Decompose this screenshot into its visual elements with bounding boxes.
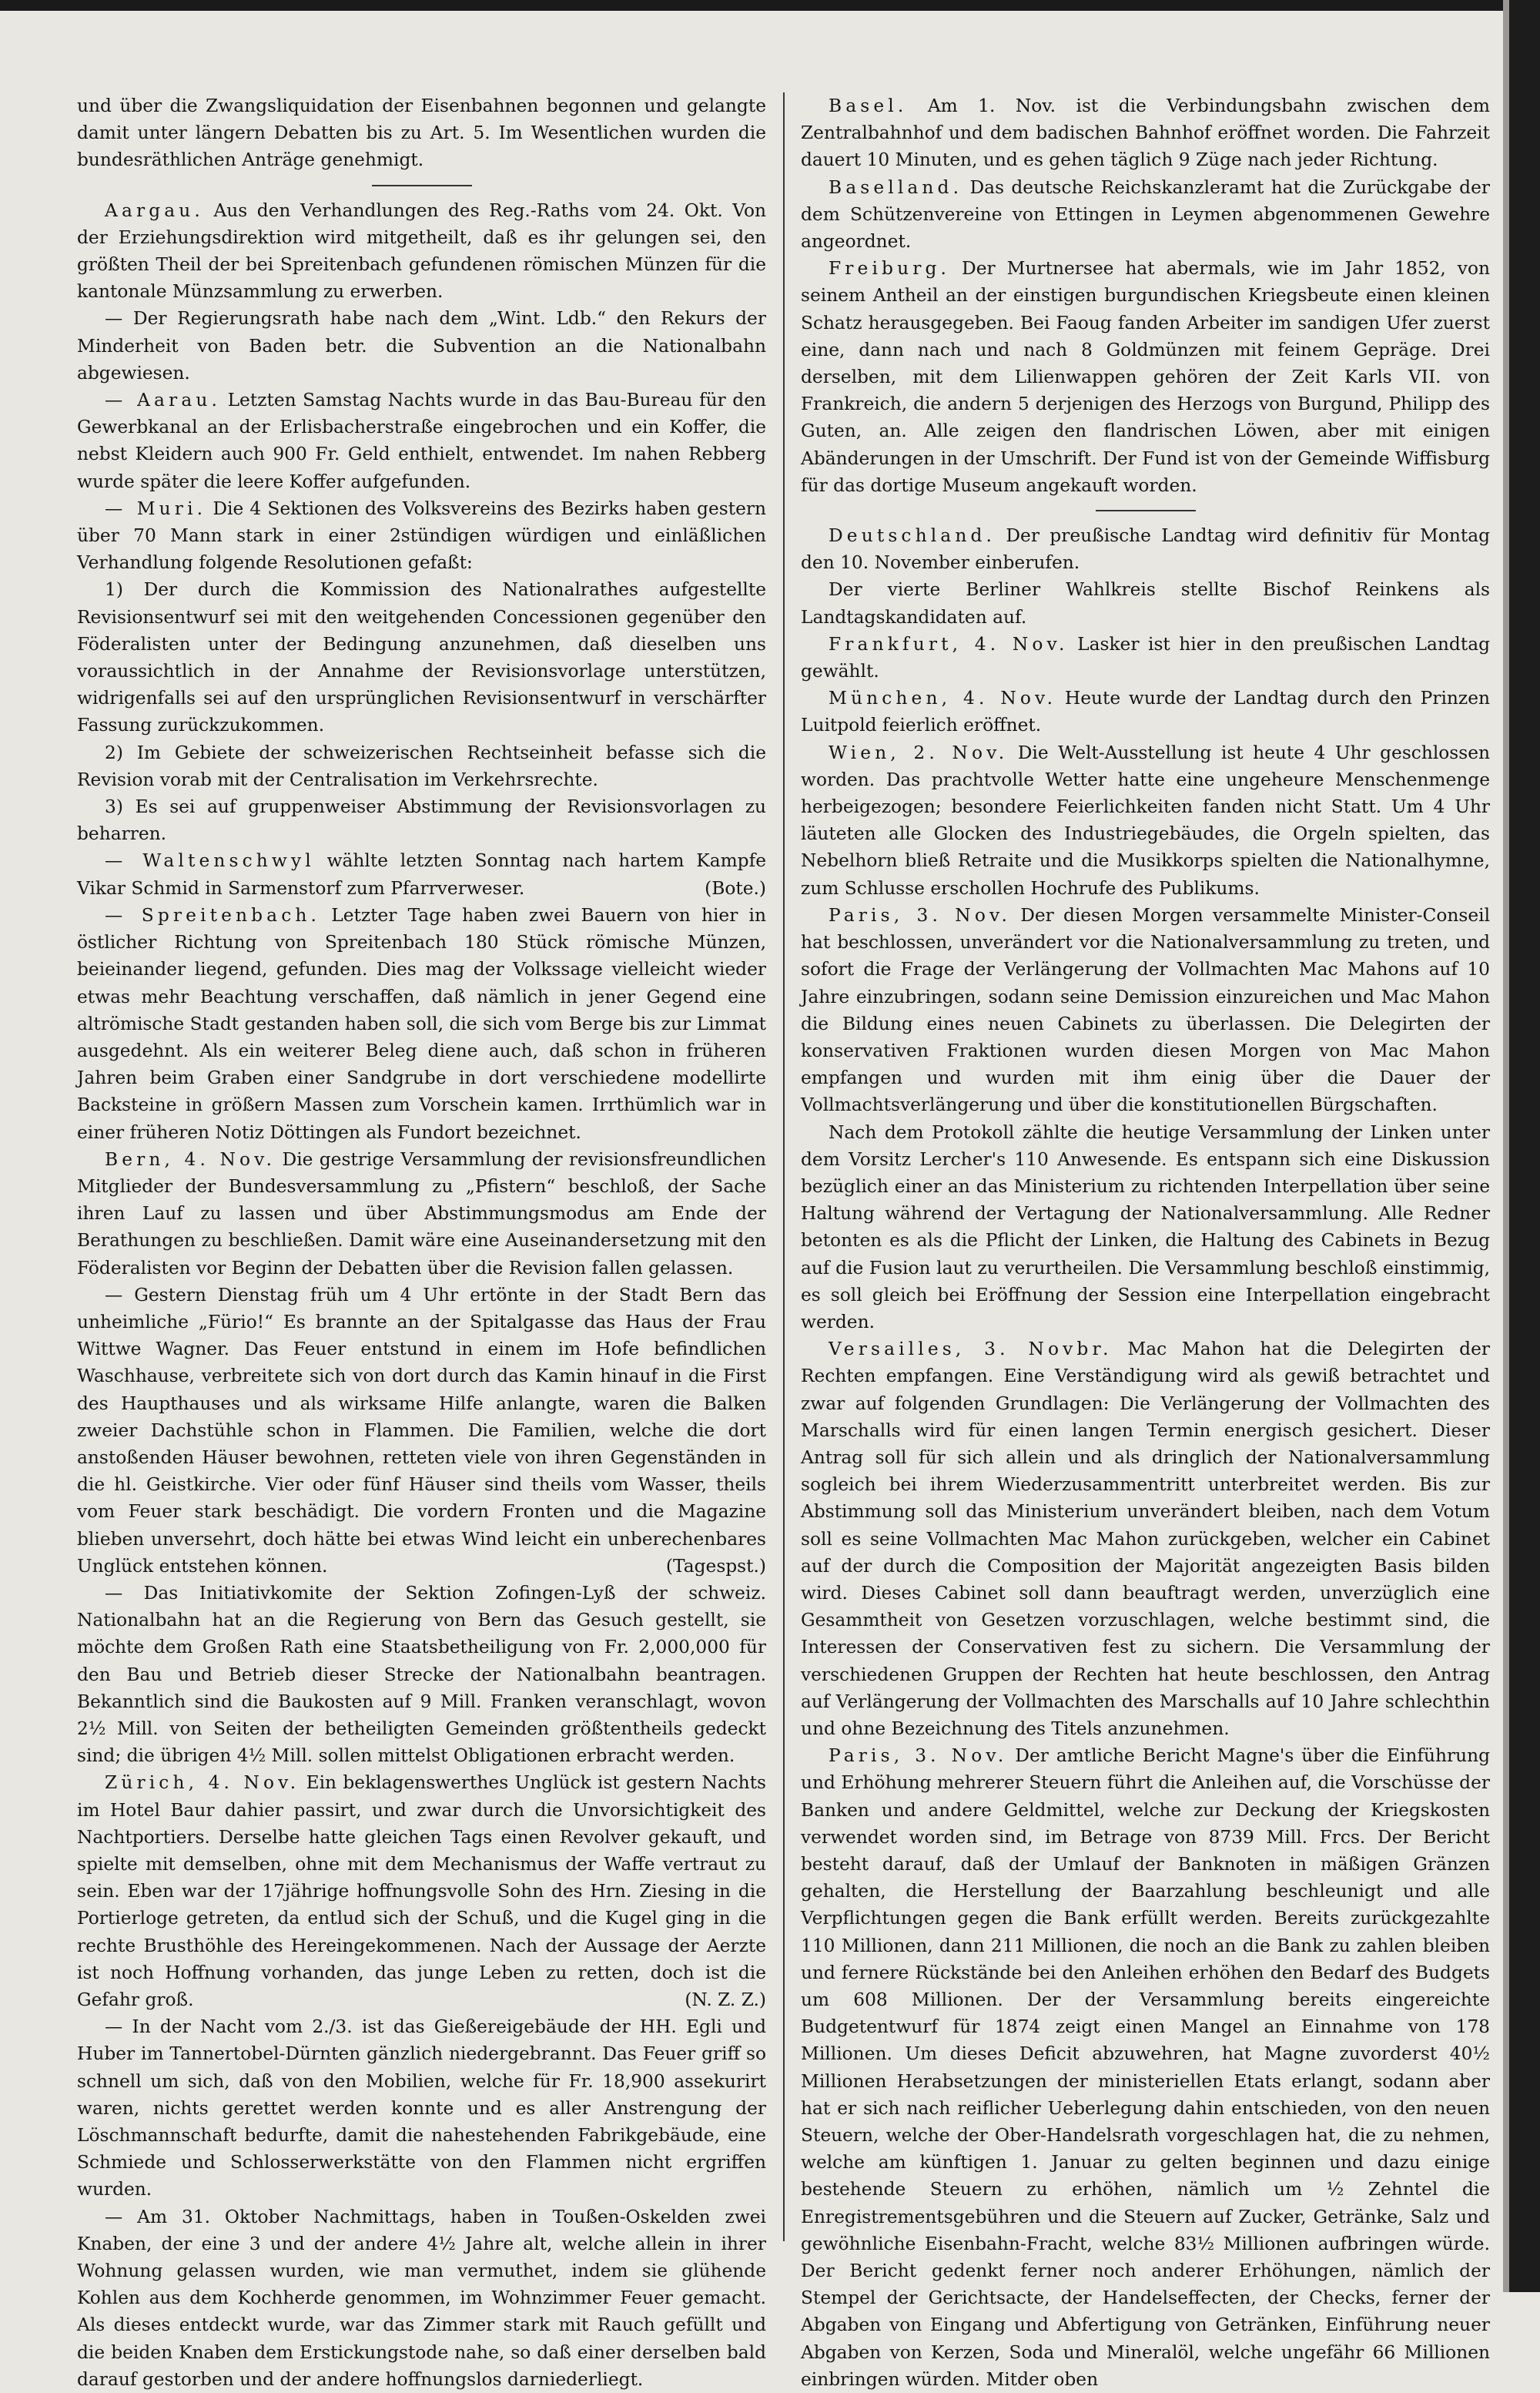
dateline: Wien, 2. Nov. (829, 742, 1009, 763)
dateline: Basel. (829, 96, 908, 116)
article-bern-fire (77, 1282, 766, 1580)
article-freiburg (801, 255, 1490, 499)
article-waltenschwyl (77, 847, 766, 901)
article-text: Der diesen Morgen versammelte Minister-Conseil hat beschlossen, unverändert vor die Nationalversammlung zu treten, und sofort die Frage der Verlängerung der Vollmachten Mac Mahons auf 10 Jahre einzubringen, sodann seine Demission einzureichen und Mac Mahon die Bildung eines neuen Cabinets zu überlassen. Die Delegirten der konservativen Fraktionen wurden diesen Morgen von Mac Mahon empfangen und wurden mit ihm einig über die Dauer der Vollmachtsverlängerung und über die konstitutionellen Bürgschaften. (801, 904, 1491, 1116)
article-text: — In der Nacht vom 2./3. ist das Gießereigebäude der HH. Egli und Huber im Tannertobel-Dürnten gänzlich niedergebrannt. Das Feuer griff so schnell um sich, daß von den Mobilien, welche für Fr. 18,900 assekurirt waren, nichts gerettet werden konnte und es aller Anstrengung der Löschmannschaft bedurfte, damit die nahestehenden Fabrikgebäude, eine Schmiede und Schlosserwerkstätte von den Flammen nicht ergriffen wurden. (77, 2016, 766, 2200)
dateline: — Spreitenbach. (105, 904, 321, 926)
source-credit: (Bote.) (705, 877, 766, 899)
dateline: München, 4. Nov. (829, 688, 1057, 709)
dateline: Bern, 4. Nov. (105, 1148, 276, 1170)
dateline: Versailles, 3. Novbr. (829, 1339, 1113, 1360)
scan-edge-right (1509, 0, 1540, 2292)
dateline: Paris, 3. Nov. (829, 1745, 1008, 1767)
source-credit: (Tagespst.) (665, 1555, 766, 1577)
article-paris-linke (801, 1119, 1490, 1336)
article-text: Ein beklagenswerthes Unglück ist gestern Nachts im Hotel Baur dahier passirt, und zwar durch die Unvorsichtigkeit des Nachtportiers. Derselbe hatte gleichen Tags einen Revolver gekauft, und spielte mit demselben, ohne mit dem Mechanismus der Waffe vertraut zu sein. Eben war der 17jährige hoffnungsvolle Sohn des Hrn. Ziesing in die Portierloge getreten, da entlud sich der Schuß, und die Kugel ging in die rechte Brusthöhle des Hereingekommenen. Nach der Aussage der Aerzte ist noch Hoffnung vorhanden, das junge Leben zu retten, doch ist die Gefahr groß. (77, 1772, 767, 2011)
dateline: Zürich, 4. Nov. (105, 1772, 300, 1794)
article-text: und über die Zwangsliquidation der Eisenbahnen begonnen und gelangte damit unter längern Debatten bis zu Art. 5. Im Wesentlichen wurden die bundesräthlichen Anträge genehmigt. (77, 96, 766, 171)
article-aarau (77, 387, 766, 495)
article-baselland (801, 174, 1490, 256)
article-text: 3) Es sei auf gruppenweiser Abstimmung der Revisionsvorlagen zu beharren. (77, 796, 766, 845)
right-column (801, 92, 1491, 2390)
article-text: Der preußische Landtag wird definitiv für Montag den 10. November einberufen. (801, 525, 1491, 574)
dateline: Freiburg. (829, 258, 951, 280)
article-text: Mac Mahon hat die Delegirten der Rechten empfangen. Eine Verständigung wird als gewiß betrachtet und zwar auf folgenden Grundlagen: Die Verlängerung der Vollmachten des Marschalls wird für einen langen Termin energisch gesichert. Dieser Antrag soll für sich allein und als dringlich der Nationalversammlung sogleich bei ihrem Wiederzusammentritt unterbreitet werden. Bis zur Abstimmung soll das Ministerium unverändert bleiben, nach dem Votum soll es seine Vollmachten Mac Mahon zurückgeben, welcher ein Cabinet auf der durch die Composition der Majorität angezeigten Basis bilden wird. Dieses Cabinet soll dann beauftragt werden, unverzüglich eine Gesammtheit von Gesetzen vorzuschlagen, welche bestimmt sind, die Interessen der Conservativen fest zu sichern. Die Versammlung der verschiedenen Gruppen der Rechten hat heute beschlossen, den Antrag auf Verlängerung der Vollmachten des Marschalls auf 10 Jahre schlechthin und ohne Bezeichnung des Titels anzunehmen. (801, 1339, 1491, 1739)
dateline: Baselland. (829, 176, 963, 198)
scan-edge-top (0, 0, 1540, 11)
article-text: Aus den Verhandlungen des Reg.-Raths vom 24. Okt. Von der Erziehungsdirektion wird mitgetheilt, daß es ihr gelungen sei, den größten Theil der bei Spreitenbach gefundenen römischen Münzen für die kantonale Münzsammlung zu erwerben. (77, 199, 766, 303)
dateline: — Muri. (105, 498, 207, 519)
article-text: — Gestern Dienstag früh um 4 Uhr ertönte in der Stadt Bern das unheimliche „Fürio!“ Es brannte an der Spitalgasse das Haus der Frau Wittwe Wagner. Das Feuer entstund in einem im Hofe befindlichen Waschhause, verbreitete sich von dort durch das Kamin hinauf in die First des Haupthauses und als wirksame Hilfe anlangte, waren die Balken zweier Dachstühle schon in Flammen. Die Familien, welche die dort anstoßenden Häuser bewohnen, retteten viele von ihren Gegenständen in die hl. Geistkirche. Vier oder fünf Häuser sind theils vom Wasser, theils vom Feuer stark beschädigt. Die vordern Fronten und die Magazine blieben unversehrt, doch hätte bei etwas Wind leicht ein unberechenbares Unglück entstehen können. (77, 1284, 766, 1577)
article-text: Die Welt-Ausstellung ist heute 4 Uhr geschlossen worden. Das prachtvolle Wetter hatte eine ungeheure Menschenmenge herbeigezogen; besondere Feierlichkeiten fanden nicht Statt. Um 4 Uhr läuteten alle Glocken des Industriegebäudes, die Orgeln spielten, das Nebelhorn bließ Retraite und die Musikkorps spielten die Nationalhymne, zum Schlusse erschollen Hochrufe des Publikums. (801, 742, 1491, 899)
source-credit: (N. Z. Z.) (685, 1989, 766, 2011)
article-nationalbahn (77, 1580, 766, 1769)
article-frankfurt (801, 631, 1490, 685)
resolution-3 (77, 793, 766, 847)
article-rekurs (77, 305, 766, 387)
article-versailles (801, 1336, 1490, 1742)
resolution-1 (77, 576, 766, 739)
article-text: Lasker ist hier in den preußischen Landtag gewählt. (801, 633, 1490, 682)
separator-rule (372, 185, 472, 186)
article-text: Der amtliche Bericht Magne's über die Einführung und Erhöhung mehrerer Steuern führt die Anleihen auf, die Vorschüsse der Banken und andere Geldmittel, welche zur Deckung der Kriegskosten verwendet worden sind, im Betrage von 8739 Mill. Frcs. Der Bericht besteht darauf, daß der Umlauf der Banknoten in mäßigen Gränzen gehalten, die Herstellung der Baarzahlung beschleunigt und alle Verpflichtungen gegen die Bank erfüllt werden. Bereits zurückgezahlte 110 Millionen, dann 211 Millionen, die noch an die Bank zu zahlen bleiben und fernere Rückstände bei den Anleihen erhöhen den Bedarf des Budgets um 608 Millionen. Der der Versammlung bereits eingereichte Budgetentwurf für 1874 zeigt einen Mangel an Einnahme von 178 Millionen. Um dieses Deficit abzuwehren, hat Magne zuvorderst 40½ Millionen Herabsetzungen der ministeriellen Etats erlangt, sodann aber hat er sich nach reiflicher Ueberlegung dahin entschieden, von den neuen Steuern, welche der Ober-Handelsrath vorgeschlagen hat, die zu nehmen, welche am künftigen 1. Januar zu gelten beginnen und dazu einige bestehende Steuern zu erhöhen, nämlich um ½ Zehntel die Enregistrementsgebühren und die Steuern auf Zucker, Getränke, Salz und gewöhnliche Eisenbahn-Fracht, welche 83½ Millionen aufbringen würde. Der Bericht gedenkt ferner noch anderer Erhöhungen, nämlich der Stempel der Gerichtsacte, der Handelseffecten, der Checks, ferner der Abgaben von Eingang und Abfertigung von Getränken, Einführung neuer Abgaben von Kerzen, Soda und Mineralöl, welche ungefähr 66 Millionen einbringen würden. Mitder oben (801, 1745, 1491, 2390)
article-duernten-fire (77, 2013, 766, 2203)
dateline: Frankfurt, 4. Nov. (829, 633, 1069, 655)
article-berlin (801, 576, 1490, 630)
resolution-2 (77, 739, 766, 793)
article-text: — Das Initiativkomite der Sektion Zofingen-Lyß der schweiz. Nationalbahn hat an die Regierung von Bern das Gesuch gestellt, sie möchte dem Großen Rath eine Staatsbetheiligung von Fr. 2,000,000 für den Bau und Betrieb dieser Strecke der Nationalbahn beantragen. Bekanntlich sind die Baukosten auf 9 Mill. Franken veranschlagt, wovon 2½ Mill. von Seiten der betheiligten Gemeinden größtentheils gedeckt sind; die übrigen 4½ Mill. sollen mittelst Obligationen erbracht werden. (77, 1582, 766, 1767)
article-aargau (77, 197, 766, 306)
dateline: Paris, 3. Nov. (829, 904, 1012, 926)
dateline: — Waltenschwyl (105, 850, 315, 872)
scan-edge-right-shadow (1503, 0, 1509, 2292)
article-text: Letzter Tage haben zwei Bauern von hier in östlicher Richtung von Spreitenbach 180 Stück römische Münzen, beieinander liegend, gefunden. Dies mag der Volkssage vielleicht wieder etwas mehr Beachtung verschaffen, daß nämlich in jener Gegend eine altrömische Stadt gestanden haben soll, die sich vom Berge bis zur Limmat ausgedehnt. Als ein weiterer Beleg diene auch, daß schon in früheren Jahren beim Graben einer Sandgrube in dort verschiedene modellirte Backsteine in größern Massen zum Vorschein kamen. Irrthümlich war in einer früheren Notiz Döttingen als Fundort bezeichnet. (77, 904, 766, 1143)
article-text: Heute wurde der Landtag durch den Prinzen Luitpold feierlich eröffnet. (801, 688, 1490, 736)
article-paris-budget (801, 1742, 1490, 2393)
article-deutschland (801, 522, 1490, 576)
article-toussen (77, 2204, 766, 2393)
article-text: Das deutsche Reichskanzleramt hat die Zurückgabe der dem Schützenvereine von Ettingen in Leymen abgenommenen Gewehre angeordnet. (801, 176, 1490, 253)
article-text: — Am 31. Oktober Nachmittags, haben in Toußen-Oskelden zwei Knaben, der eine 3 und der andere 4½ Jahre alt, welche allein in ihrer Wohnung gelassen wurden, wie man vermuthet, indem sie glühende Kohlen aus dem Kochherde genommen, im Wohnzimmer Feuer gemacht. Als dieses entdeckt wurde, war das Zimmer stark mit Rauch gefüllt und die beiden Knaben dem Erstickungstode nahe, so daß einer derselben bald darauf gestorben und der andere hoffnungslos darniederliegt. (77, 2206, 766, 2390)
left-column (77, 92, 767, 2390)
article-text: 1) Der durch die Kommission des Nationalrathes aufgestellte Revisionsentwurf sei mit den weitgehenden Concessionen gegenüber den Föderalisten unter der Bedingung anzunehmen, daß dieselben uns voraussichtlich in der Annahme der Revisionsvorlage unterstützen, widrigenfalls sei auf den ursprünglichen Revisionsentwurf in verschärfter Fassung zurückzukommen. (77, 579, 766, 736)
article-text: — Der Regierungsrath habe nach dem „Wint. Ldb.“ den Rekurs der Minderheit von Baden betr. die Subvention an die Nationalbahn abgewiesen. (77, 308, 766, 384)
article-wien (801, 739, 1490, 902)
separator-rule (1096, 510, 1196, 511)
article-text: Die 4 Sektionen des Volksvereins des Bezirks haben gestern über 70 Mann stark in einer 2stündigen würdigen und einläßlichen Verhandlung folgende Resolutionen gefaßt: (77, 498, 766, 574)
article-muenchen (801, 685, 1490, 739)
article-text: Der Murtnersee hat abermals, wie im Jahr 1852, von seinem Antheil an der einstigen burgundischen Kriegsbeute einen kleinen Schatz herausgegeben. Bei Faoug fanden Arbeiter im sandigen Ufer zuerst eine, dann nach und nach 8 Goldmünzen mit feinem Gepräge. Drei derselben, mit dem Lilienwappen gehören der Zeit Karls VII. von Frankreich, die andern 5 derjenigen des Herzogs von Burgund, Philipp des Guten, an. Alle zeigen den flandrischen Löwen, aber mit einigen Abänderungen in der Umschrift. Der Fund ist von der Gemeinde Wiffisburg für das dortige Museum angekauft worden. (801, 258, 1490, 496)
article-text: Die gestrige Versammlung der revisionsfreundlichen Mitglieder der Bundesversammlung zu „Pfistern“ beschloß, der Sache ihren Lauf zu lassen und über Abstimmungsmodus am Ende der Berathungen zu beschließen. Damit wäre eine Auseinandersetzung mit den Föderalisten vor Beginn der Debatten über die Revision fallen gelassen. (77, 1148, 767, 1279)
article-text: Letzten Samstag Nachts wurde in das Bau-Bureau für den Gewerbkanal an der Erlisbacherstraße eingebrochen und ein Koffer, die nebst Kleidern auch 900 Fr. Geld enthielt, entwendet. Im nahen Rebberg wurde später die leere Koffer aufgefunden. (77, 390, 766, 492)
article-zurich (77, 1769, 766, 2013)
article-text: Nach dem Protokoll zählte die heutige Versammlung der Linken unter dem Vorsitz Lercher's 110 Anwesende. Es entspann sich eine Diskussion bezüglich einer an das Ministerium zu richtenden Interpellation über seine Haltung während der Vertagung der Nationalversammlung. Alle Redner betonten es als die Pflicht der Linken, die Haltung des Cabinets in Bezug auf die Fusion laut zu verurtheilen. Die Versammlung beschloß einstimmig, es soll gleich bei Eröffnung der Session eine Interpellation eingebracht werden. (801, 1121, 1490, 1332)
article-paris-conseil (801, 902, 1490, 1119)
article-text: 2) Im Gebiete der schweizerischen Rechtseinheit befasse sich die Revision vorab mit der Centralisation im Verkehrsrechte. (77, 742, 766, 790)
column-rule (783, 92, 785, 2241)
article-text: wählte letzten Sonntag nach hartem Kampfe Vikar Schmid in Sarmenstorf zum Pfarrverweser. (77, 850, 766, 899)
dateline: Aargau. (105, 199, 204, 221)
dateline: — Aarau. (105, 390, 222, 411)
dateline: Deutschland. (829, 525, 996, 547)
newspaper-page (77, 92, 1491, 2390)
article-muri (77, 495, 766, 577)
article-text: Der vierte Berliner Wahlkreis stellte Bischof Reinkens als Landtagskandidaten auf. (801, 579, 1490, 628)
article-text: Am 1. Nov. ist die Verbindungsbahn zwischen dem Zentralbahnhof und dem badischen Bahnhof eröffnet worden. Die Fahrzeit dauert 10 Minuten, und es gehen täglich 9 Züge nach jeder Richtung. (801, 96, 1491, 171)
article-basel (801, 92, 1490, 174)
article-intro (77, 92, 766, 174)
article-spreitenbach (77, 902, 766, 1146)
article-bern (77, 1146, 766, 1282)
